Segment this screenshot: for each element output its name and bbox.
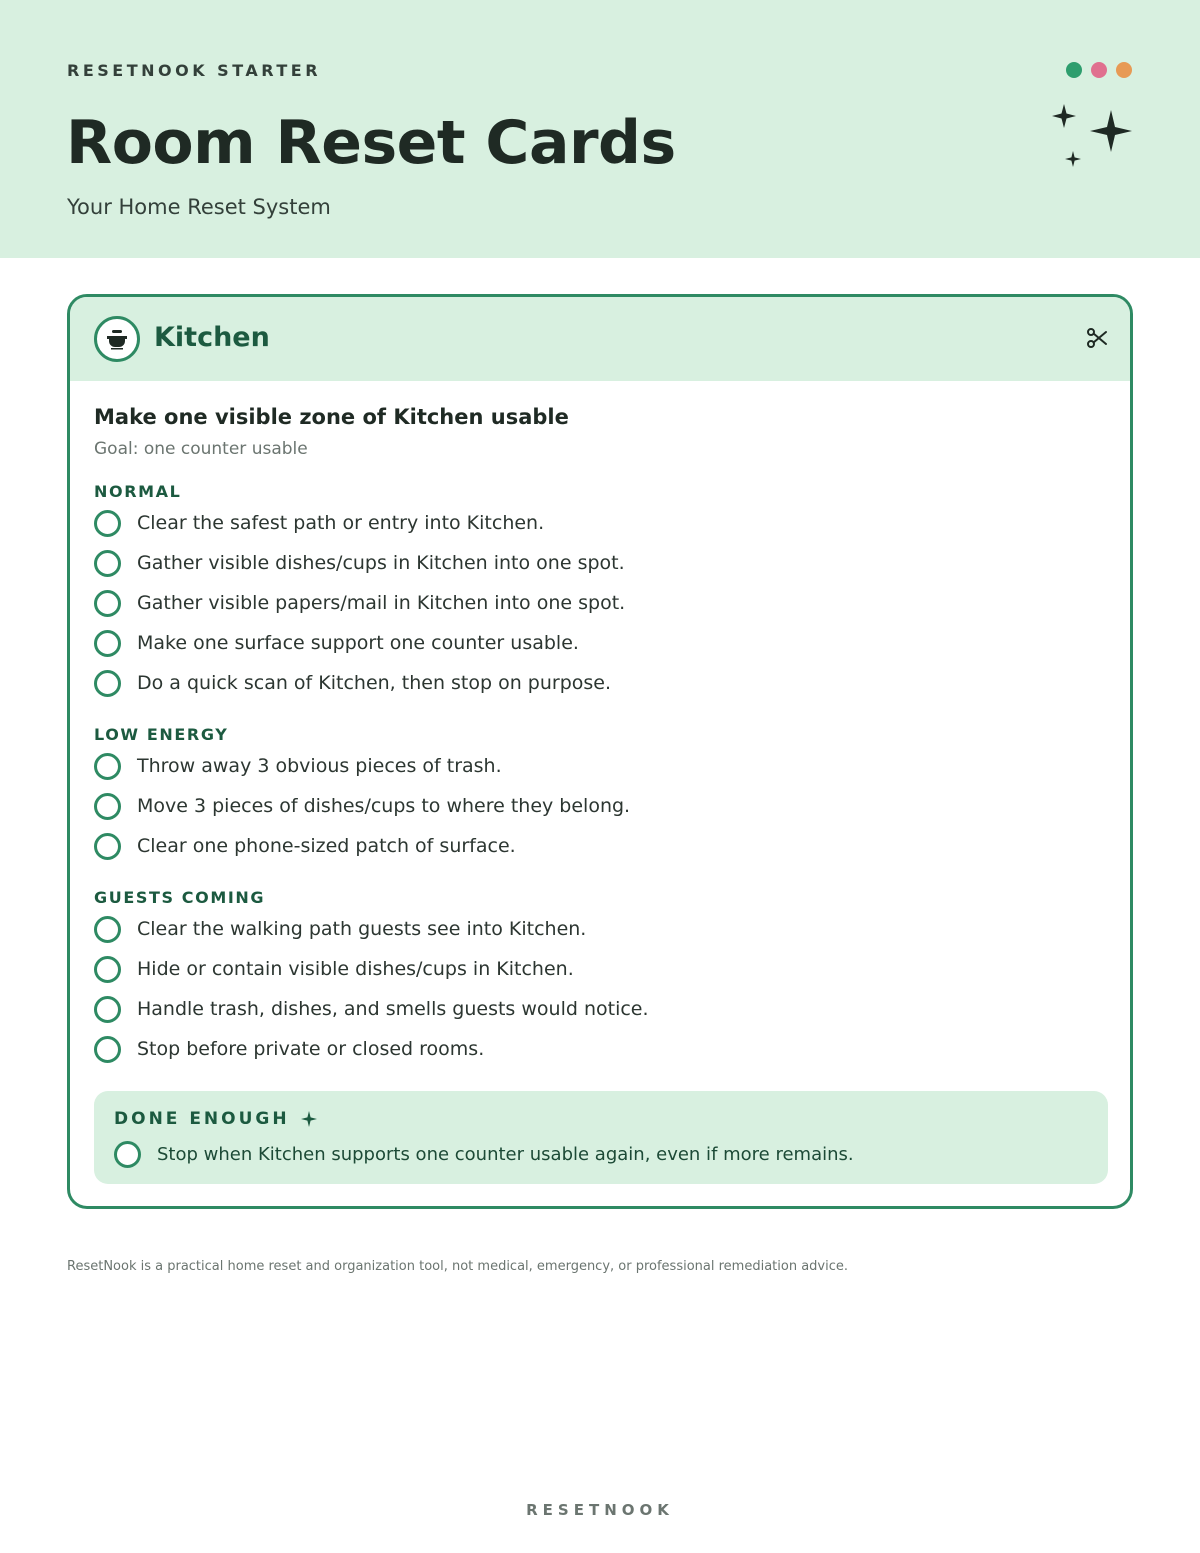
- footer-brand: RESETNOOK: [526, 1501, 674, 1519]
- done-enough-task[interactable]: [114, 1139, 854, 1169]
- section-label-normal: NORMAL: [94, 482, 182, 501]
- pink-dot: [1091, 62, 1107, 78]
- scissors-icon[interactable]: [1086, 327, 1108, 349]
- sparkles-icon: [1048, 100, 1138, 170]
- task-item[interactable]: [94, 628, 579, 658]
- done-enough-label: [114, 1109, 318, 1129]
- sparkle-icon: [300, 1110, 318, 1128]
- eyebrow: RESETNOOK STARTER: [67, 61, 322, 80]
- checkbox[interactable]: [114, 1141, 141, 1168]
- task-text: Hide or contain visible dishes/cups in Kitchen.: [137, 958, 574, 980]
- room-name: Kitchen: [154, 322, 270, 353]
- task-text: Stop before private or closed rooms.: [137, 1038, 485, 1060]
- card-header: [70, 297, 1130, 381]
- task-text: Clear one phone-sized patch of surface.: [137, 835, 516, 857]
- task-item[interactable]: [94, 1034, 484, 1064]
- checkbox[interactable]: [94, 996, 121, 1023]
- checkbox[interactable]: [94, 670, 121, 697]
- checkbox[interactable]: [94, 956, 121, 983]
- color-dots: [1066, 62, 1132, 78]
- checkbox[interactable]: [94, 1036, 121, 1063]
- page-subtitle: Your Home Reset System: [67, 195, 331, 219]
- task-item[interactable]: [94, 751, 502, 781]
- task-text: Move 3 pieces of dishes/cups to where they belong.: [137, 795, 631, 817]
- task-text: Clear the walking path guests see into Kitchen.: [137, 918, 587, 940]
- task-item[interactable]: [94, 668, 611, 698]
- task-item[interactable]: [94, 914, 586, 944]
- task-text: Handle trash, dishes, and smells guests would notice.: [137, 998, 649, 1020]
- section-label-guests-coming: GUESTS COMING: [94, 888, 266, 907]
- task-text: Gather visible papers/mail in Kitchen into one spot.: [137, 592, 626, 614]
- task-text: Clear the safest path or entry into Kitchen.: [137, 512, 545, 534]
- done-enough-box: [94, 1091, 1108, 1184]
- disclaimer: ResetNook is a practical home reset and organization tool, not medical, emergency, or professional remediation advice.: [67, 1259, 849, 1274]
- green-dot: [1066, 62, 1082, 78]
- checkbox[interactable]: [94, 630, 121, 657]
- section-label-low-energy: LOW ENERGY: [94, 725, 229, 744]
- task-item[interactable]: [94, 588, 625, 618]
- task-item[interactable]: [94, 994, 649, 1024]
- task-text: Stop when Kitchen supports one counter usable again, even if more remains.: [157, 1143, 854, 1165]
- checkbox[interactable]: [94, 793, 121, 820]
- room-icon-badge: [94, 316, 140, 362]
- page-header: [0, 0, 1200, 258]
- card-goal: Goal: one counter usable: [94, 439, 308, 459]
- checkbox[interactable]: [94, 833, 121, 860]
- task-item[interactable]: [94, 954, 574, 984]
- pot-icon: [106, 328, 128, 350]
- card-title: Make one visible zone of Kitchen usable: [94, 405, 569, 429]
- checkbox[interactable]: [94, 510, 121, 537]
- room-card: [67, 294, 1133, 1209]
- checkbox[interactable]: [94, 916, 121, 943]
- task-item[interactable]: [94, 791, 630, 821]
- task-item[interactable]: [94, 831, 516, 861]
- done-enough-label-text: DONE ENOUGH: [114, 1109, 290, 1129]
- checkbox[interactable]: [94, 590, 121, 617]
- checkbox[interactable]: [94, 753, 121, 780]
- checkbox[interactable]: [94, 550, 121, 577]
- task-text: Throw away 3 obvious pieces of trash.: [137, 755, 502, 777]
- task-text: Gather visible dishes/cups in Kitchen into one spot.: [137, 552, 625, 574]
- task-text: Make one surface support one counter usable.: [137, 632, 579, 654]
- page-title: Room Reset Cards: [66, 108, 676, 178]
- task-item[interactable]: [94, 548, 625, 578]
- task-text: Do a quick scan of Kitchen, then stop on purpose.: [137, 672, 612, 694]
- orange-dot: [1116, 62, 1132, 78]
- task-item[interactable]: [94, 508, 544, 538]
